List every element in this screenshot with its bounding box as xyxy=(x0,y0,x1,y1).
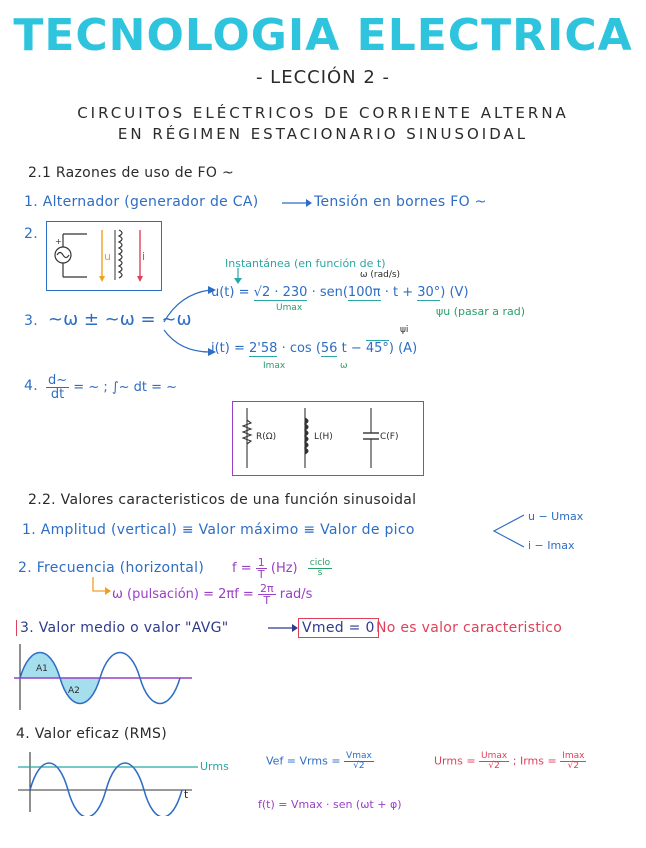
comp-r-label: R(Ω) xyxy=(256,432,277,442)
u-sen: · sen( xyxy=(311,285,348,300)
item-2-number: 2. xyxy=(24,226,38,242)
urms-irms-formula xyxy=(434,752,586,771)
section-2-1-heading: 2.1 Razones de uso de FO ~ xyxy=(28,165,234,181)
ft-formula: f(t) = Vmax · sen (ωt + φ) xyxy=(258,798,402,811)
omega-label: ω (pulsación) = xyxy=(112,587,214,602)
urms-lhs: Urms = xyxy=(434,754,476,768)
time-axis-label: t xyxy=(184,788,189,801)
i-equation xyxy=(211,341,417,356)
item-4-rest: = ~ ; ∫~ dt = ~ xyxy=(73,380,178,395)
deriv-den: dt xyxy=(50,387,65,402)
circuit-i-label: i xyxy=(142,250,146,263)
vef-formula xyxy=(266,752,374,771)
urms-den: √2 xyxy=(488,761,500,771)
section-2-2-heading: 2.2. Valores caracteristicos de una función sinusoidal xyxy=(28,492,417,508)
note-omega-units: ω (rad/s) xyxy=(360,270,401,280)
brace-bracket xyxy=(490,511,526,551)
valor-medio-label: 3. Valor medio o valor "AVG" xyxy=(16,620,229,636)
i-t: t − xyxy=(341,341,362,356)
irms-den: √2 xyxy=(567,761,580,771)
amp-u-max: u − Umax xyxy=(528,510,584,523)
u-phase: 30° xyxy=(417,285,441,300)
rms-sine-wave xyxy=(14,750,230,816)
ciclo-num: ciclo xyxy=(309,558,331,568)
i-cos: · cos ( xyxy=(281,341,321,356)
f-lhs: f = xyxy=(232,561,252,576)
circuit-u-label: u xyxy=(104,250,111,263)
item-amplitud: 1. Amplitud (vertical) ≡ Valor máximo ≡ Valor de pico xyxy=(22,522,415,538)
i-phase: 45° xyxy=(365,341,389,356)
irms-lhs: ; Irms = xyxy=(512,754,557,768)
item-4-derivative xyxy=(46,374,177,401)
amp-i-max: i − Imax xyxy=(528,539,575,552)
f-num: 1 xyxy=(257,556,265,569)
item-valor-eficaz: 4. Valor eficaz (RMS) xyxy=(16,726,167,742)
item-frecuencia: 2. Frecuencia (horizontal) xyxy=(18,560,205,576)
avg-sine-wave xyxy=(10,640,196,712)
down-arrow-icon xyxy=(232,268,244,284)
note-instantanea: Instantánea (en función de t) xyxy=(225,257,386,270)
arrow-icon xyxy=(268,623,298,633)
omega-unit: rad/s xyxy=(279,587,313,602)
freq-formula xyxy=(232,557,332,580)
item-3-number: 3. xyxy=(24,313,38,329)
vmed-value xyxy=(298,620,379,636)
item-3-expression: ~ω ± ~ω = ~ω xyxy=(48,309,192,330)
subtitle-line-2: EN RÉGIMEN ESTACIONARIO SINUSOIDAL xyxy=(117,125,529,143)
rms-level-label: Urms xyxy=(200,760,229,773)
omega-num: 2π xyxy=(259,582,274,595)
f-den: T xyxy=(257,568,265,581)
not-characteristic-note: No es valor caracteristico xyxy=(376,620,563,636)
area-a1-label: A1 xyxy=(36,664,48,674)
item-valor-medio xyxy=(16,620,229,636)
u-unit: ) (V) xyxy=(440,285,469,300)
vef-den: √2 xyxy=(353,761,365,771)
vmed-box: Vmed = 0 xyxy=(298,618,379,638)
item-4-number: 4. xyxy=(24,378,38,394)
u-amplitude: √2 · 230 xyxy=(253,285,308,300)
u-t: · t + xyxy=(384,285,414,300)
page-title: TECNOLOGIA ELECTRICA xyxy=(13,10,633,61)
comp-c-label: C(F) xyxy=(380,432,399,442)
lesson-label: - LECCIÓN 2 - xyxy=(255,67,391,88)
area-a2-label: A2 xyxy=(68,686,80,696)
i-lhs: i(t) = xyxy=(211,341,245,356)
i-unit: ) (A) xyxy=(388,341,418,356)
i-imax-label: Imax xyxy=(263,361,286,371)
omega-formula xyxy=(112,583,312,606)
i-omega-value: 56 xyxy=(320,341,338,356)
comp-l-label: L(H) xyxy=(314,432,333,442)
ciclo-den: s xyxy=(317,568,323,578)
i-psi-label: ψi xyxy=(400,325,409,335)
f-unit: (Hz) xyxy=(270,561,298,576)
u-omega: 100π xyxy=(347,285,381,300)
arrow-icon xyxy=(282,198,312,208)
irms-num: Imax xyxy=(562,751,585,761)
item-1-result: Tensión en bornes FO ~ xyxy=(314,194,487,210)
vef-lhs: Vef = Vrms = xyxy=(266,754,341,768)
u-lhs: u(t) = xyxy=(211,285,250,300)
u-umax-label: Umax xyxy=(276,303,303,313)
item-1-alternador: 1. Alternador (generador de CA) xyxy=(24,194,259,210)
omega-den: T xyxy=(263,594,271,607)
i-amplitude: 2'58 xyxy=(249,341,278,356)
u-psi-label: ψu (pasar a rad) xyxy=(436,305,526,318)
subtitle-line-1: CIRCUITOS ELÉCTRICOS DE CORRIENTE ALTERNA xyxy=(77,104,569,122)
omega-expr: 2πf = xyxy=(218,587,254,602)
deriv-num: d~ xyxy=(48,373,68,388)
u-equation xyxy=(211,285,469,300)
i-omega-label: ω xyxy=(340,361,348,371)
return-arrow-icon xyxy=(90,577,112,597)
svg-text:+: + xyxy=(55,237,62,246)
urms-num: Umax xyxy=(481,751,508,761)
vef-num: Vmax xyxy=(346,751,372,761)
